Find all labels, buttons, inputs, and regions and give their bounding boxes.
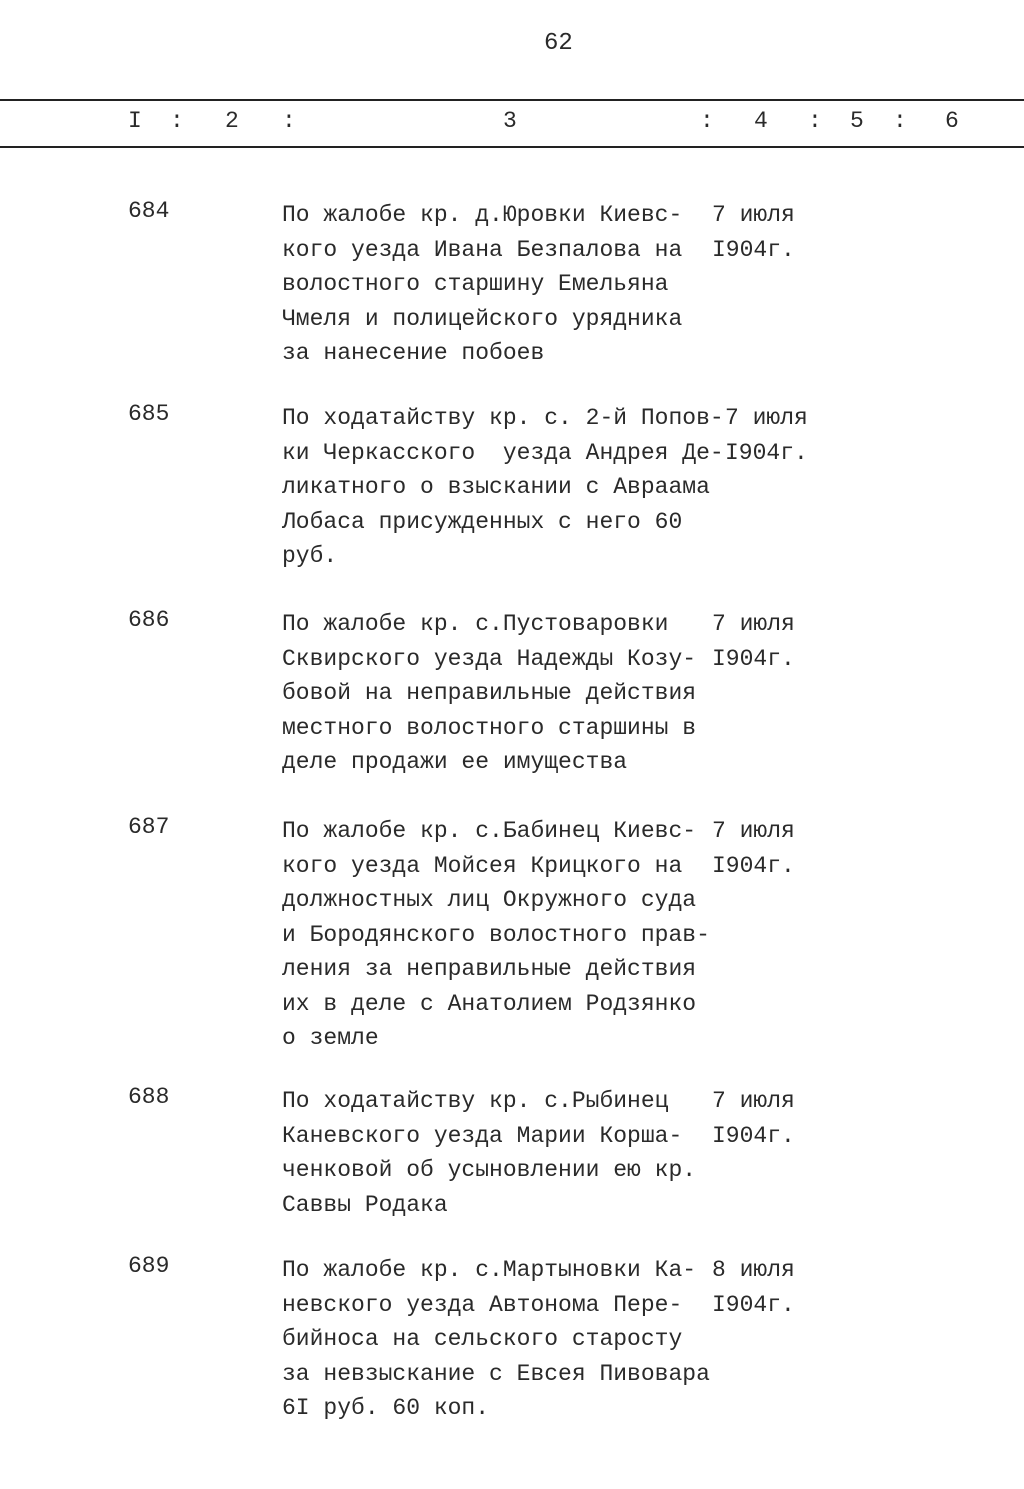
description-line: ликатного о взыскании с Авраама (282, 474, 710, 500)
entry-number: 685 (128, 401, 170, 427)
date-line: I904г. (712, 1291, 795, 1318)
date-line: 7 июля (725, 405, 808, 431)
description-line: По жалобе кр. с.Пустоваровки (282, 611, 669, 637)
description-line: По жалобе кр. д.Юровки Киевс- (282, 202, 683, 228)
description-line: их в деле с Анатолием Родзянко (282, 990, 697, 1017)
description-line: кого уезда Ивана Безпалова на (282, 236, 683, 263)
description-line: и Бородянского волостного прав- (282, 921, 710, 948)
date-line: 7 июля (712, 611, 795, 637)
entry-number: 688 (128, 1084, 170, 1110)
entry-date (712, 814, 795, 883)
description-line: за нанесение побоев (282, 340, 545, 366)
description-line: кого уезда Мойсея Крицкого на (282, 852, 683, 879)
description-line: бовой на неправильные действия (282, 680, 697, 706)
date-line: I904г. (725, 439, 808, 466)
entry-description (282, 401, 724, 574)
description-line: Сквирского уезда Надежды Козу- (282, 645, 697, 672)
entry-number: 684 (128, 198, 170, 224)
column-separator: : (700, 108, 714, 134)
description-line: должностных лиц Окружного суда (282, 887, 697, 913)
entry-number: 687 (128, 814, 170, 840)
column-2-header: 2 (225, 108, 239, 134)
date-line: I904г. (712, 236, 795, 263)
description-line: По жалобе кр. с.Бабинец Киевс- (282, 818, 697, 844)
date-line: 7 июля (712, 818, 795, 844)
entry-number: 689 (128, 1253, 170, 1279)
date-line: I904г. (712, 645, 795, 672)
description-line: По ходатайству кр. с.Рыбинец (282, 1088, 669, 1114)
description-line: о земле (282, 1025, 379, 1051)
column-6-header: 6 (945, 108, 959, 134)
description-line: Лобаса присужденных с него 60 (282, 508, 683, 535)
column-separator: : (170, 108, 184, 134)
entry-description (282, 814, 710, 1056)
header-top-rule (0, 99, 1024, 101)
column-separator: : (282, 108, 296, 134)
description-line: ченковой об усыновлении ею кр. (282, 1157, 697, 1183)
column-separator: : (808, 108, 822, 134)
description-line: бийноса на сельского старосту (282, 1326, 683, 1352)
entry-date (725, 401, 808, 470)
description-line: деле продажи ее имущества (282, 749, 628, 775)
entry-date (712, 1084, 795, 1153)
entry-number: 686 (128, 607, 170, 633)
column-4-header: 4 (754, 108, 768, 134)
entry-date (712, 607, 795, 676)
entry-description (282, 1253, 710, 1426)
entry-date (712, 1253, 795, 1322)
column-3-header: 3 (503, 108, 517, 134)
column-separator: : (893, 108, 907, 134)
description-line: Саввы Родака (282, 1191, 448, 1218)
date-line: 7 июля (712, 202, 795, 228)
entry-description (282, 1084, 696, 1222)
description-line: за невзыскание с Евсея Пивовара (282, 1360, 710, 1387)
entry-description (282, 198, 682, 371)
description-line: ления за неправильные действия (282, 956, 697, 982)
page-number: 62 (544, 30, 573, 57)
date-line: I904г. (712, 852, 795, 879)
description-line: невского уезда Автонома Пере- (282, 1291, 683, 1318)
entry-date (712, 198, 795, 267)
description-line: ки Черкасского уезда Андрея Де- (282, 439, 724, 466)
description-line: По жалобе кр. с.Мартыновки Ка- (282, 1257, 697, 1283)
date-line: 7 июля (712, 1088, 795, 1114)
description-line: руб. (282, 543, 338, 569)
date-line: I904г. (712, 1122, 795, 1149)
description-line: По ходатайству кр. с. 2-й Попов- (282, 405, 724, 431)
description-line: Чмеля и полицейского урядника (282, 305, 683, 332)
column-5-header: 5 (850, 108, 864, 134)
description-line: 6I руб. 60 коп. (282, 1395, 490, 1421)
description-line: местного волостного старшины в (282, 714, 697, 741)
description-line: Каневского уезда Марии Корша- (282, 1122, 683, 1149)
entry-description (282, 607, 696, 780)
description-line: волостного старшину Емельяна (282, 271, 669, 297)
date-line: 8 июля (712, 1257, 795, 1283)
column-1-header: I (128, 108, 142, 134)
header-bottom-rule (0, 146, 1024, 148)
